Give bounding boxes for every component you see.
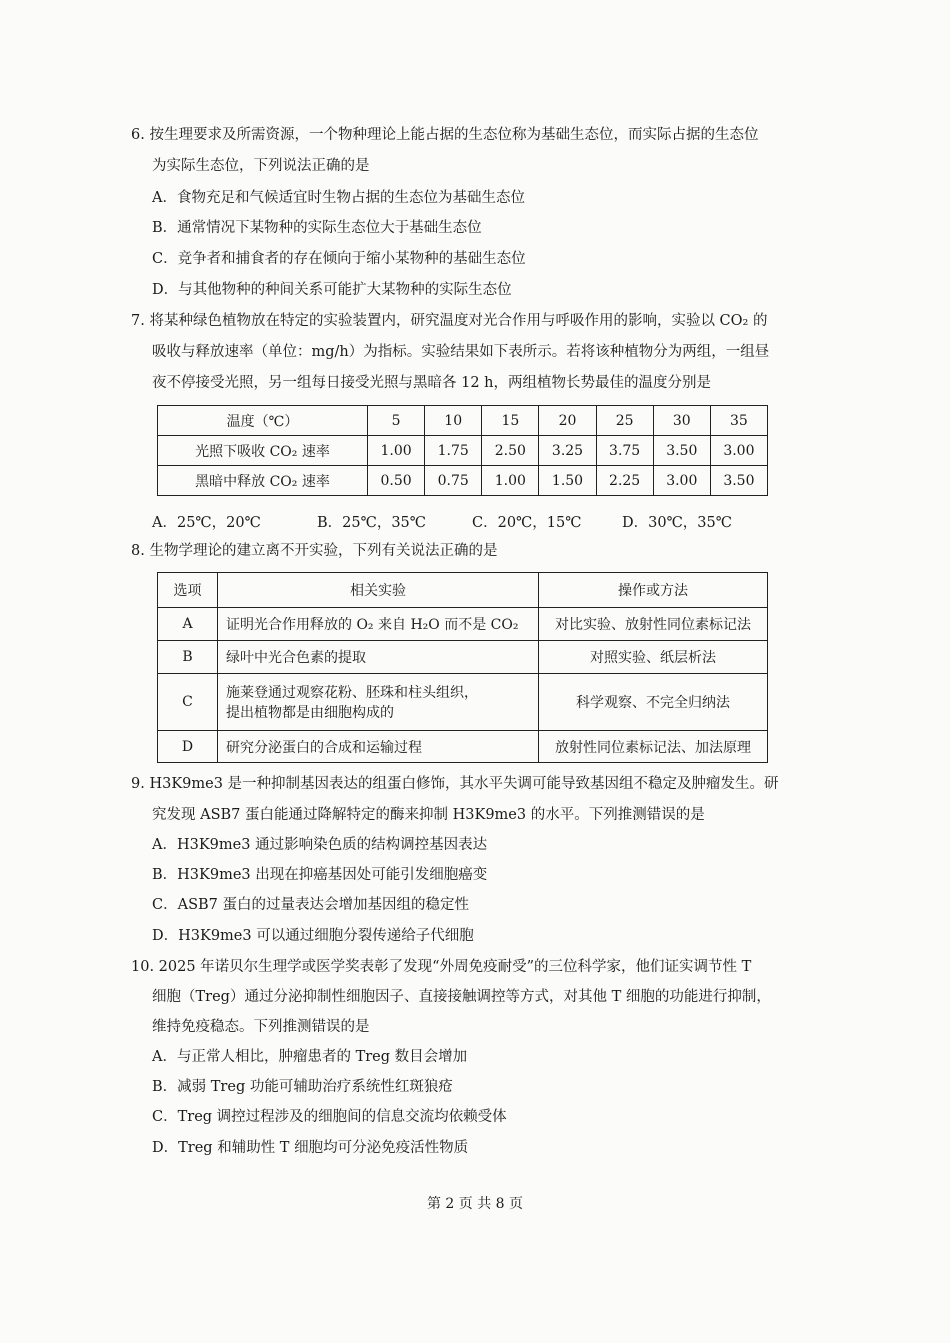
q7-option-c: C．20℃，15℃	[472, 515, 582, 531]
q10-stem-line-3: 维持免疫稳态。下列推测错误的是	[152, 1019, 370, 1035]
table-cell: 3.50	[653, 436, 710, 466]
table-row	[158, 406, 768, 436]
q7-stem-line-1: 7. 将某种绿色植物放在特定的实验装置内，研究温度对光合作用与呼吸作用的影响，实验以 CO₂ 的	[131, 313, 768, 329]
table-cell: 10	[425, 406, 482, 436]
q6-option-d: D．与其他物种的种间关系可能扩大某物种的实际生态位	[152, 282, 512, 298]
q9-option-b: B．H3K9me3 出现在抑癌基因处可能引发细胞癌变	[152, 867, 488, 883]
experiment-line-2: 提出植物都是由细胞构成的	[226, 705, 394, 721]
row-option: B	[158, 641, 218, 674]
row-label: 黑暗中释放 CO₂ 速率	[158, 466, 368, 496]
table-cell: 1.00	[368, 436, 425, 466]
table-cell: 3.25	[539, 436, 596, 466]
q9-option-a: A．H3K9me3 通过影响染色质的结构调控基因表达	[152, 837, 488, 853]
table-row	[158, 466, 768, 496]
table-row	[158, 608, 768, 641]
table-cell: 0.75	[425, 466, 482, 496]
table-cell: 15	[482, 406, 539, 436]
row-method: 放射性同位素标记法、加法原理	[539, 731, 768, 763]
q6-option-a: A．食物充足和气候适宜时生物占据的生态位为基础生态位	[152, 190, 525, 206]
table-cell: 0.50	[368, 466, 425, 496]
table-row	[158, 674, 768, 731]
q7-stem-line-3: 夜不停接受光照，另一组每日接受光照与黑暗各 12 h，两组植物长势最佳的温度分别是	[152, 375, 712, 391]
row-experiment: 研究分泌蛋白的合成和运输过程	[218, 731, 539, 763]
q9-option-d: D．H3K9me3 可以通过细胞分裂传递给子代细胞	[152, 928, 474, 944]
q9-option-c: C．ASB7 蛋白的过量表达会增加基因组的稳定性	[152, 897, 469, 913]
table-cell: 3.00	[653, 466, 710, 496]
q9-stem-line-2: 究发现 ASB7 蛋白能通过降解特定的酶来抑制 H3K9me3 的水平。下列推测错误的是	[152, 807, 705, 823]
q7-option-d: D．30℃，35℃	[622, 515, 732, 531]
table-cell: 35	[710, 406, 767, 436]
row-experiment	[218, 674, 539, 731]
table-cell: 25	[596, 406, 653, 436]
experiment-line-1: 施莱登通过观察花粉、胚珠和柱头组织，	[226, 685, 478, 701]
q7-stem-line-2: 吸收与释放速率（单位：mg/h）为指标。实验结果如下表所示。若将该种植物分为两组，一组昼	[152, 344, 770, 360]
table-cell: 2.25	[596, 466, 653, 496]
q10-option-d: D．Treg 和辅助性 T 细胞均可分泌免疫活性物质	[152, 1140, 469, 1156]
row-option: D	[158, 731, 218, 763]
table-row	[158, 436, 768, 466]
table-cell: 30	[653, 406, 710, 436]
table-cell: 3.75	[596, 436, 653, 466]
q7-option-a: A．25℃，20℃	[152, 515, 261, 531]
q10-stem-line-1: 10. 2025 年诺贝尔生理学或医学奖表彰了发现“外周免疫耐受”的三位科学家，他们证实调节性 T	[131, 959, 752, 975]
table-cell: 5	[368, 406, 425, 436]
q6-option-c: C．竞争者和捕食者的存在倾向于缩小某物种的基础生态位	[152, 251, 526, 267]
header-option: 选项	[158, 573, 218, 608]
q9-stem-line-1: 9. H3K9me3 是一种抑制基因表达的组蛋白修饰，其水平失调可能导致基因组不稳定及肿瘤发生。研	[131, 776, 779, 792]
row-experiment: 绿叶中光合色素的提取	[218, 641, 539, 674]
row-option: A	[158, 608, 218, 641]
header-experiment: 相关实验	[218, 573, 539, 608]
q10-option-c: C．Treg 调控过程涉及的细胞间的信息交流均依赖受体	[152, 1109, 507, 1125]
q10-option-b: B．减弱 Treg 功能可辅助治疗系统性红斑狼疮	[152, 1079, 453, 1095]
table-header-row	[158, 573, 768, 608]
table-cell: 20	[539, 406, 596, 436]
q8-table	[157, 572, 768, 763]
table-cell: 3.00	[710, 436, 767, 466]
table-row	[158, 641, 768, 674]
row-label: 光照下吸收 CO₂ 速率	[158, 436, 368, 466]
q7-option-b: B．25℃，35℃	[317, 515, 426, 531]
page-number: 第 2 页 共 8 页	[426, 1196, 524, 1212]
row-method: 对照实验、纸层析法	[539, 641, 768, 674]
q10-option-a: A．与正常人相比，肿瘤患者的 Treg 数目会增加	[152, 1049, 468, 1065]
q6-stem-line-2: 为实际生态位，下列说法正确的是	[152, 158, 370, 174]
header-method: 操作或方法	[539, 573, 768, 608]
q10-stem-line-2: 细胞（Treg）通过分泌抑制性细胞因子、直接接触调控等方式，对其他 T 细胞的功能进行抑制，	[152, 989, 771, 1005]
row-method: 科学观察、不完全归纳法	[539, 674, 768, 731]
q6-option-b: B．通常情况下某物种的实际生态位大于基础生态位	[152, 220, 482, 236]
table-cell: 3.50	[710, 466, 767, 496]
table-cell: 1.00	[482, 466, 539, 496]
q6-stem-line-1: 6. 按生理要求及所需资源，一个物种理论上能占据的生态位称为基础生态位，而实际占据的生态位	[131, 127, 759, 143]
q7-data-table	[157, 405, 768, 496]
table-cell: 2.50	[482, 436, 539, 466]
table-cell: 1.50	[539, 466, 596, 496]
row-option: C	[158, 674, 218, 731]
table-cell: 1.75	[425, 436, 482, 466]
table-row	[158, 731, 768, 763]
row-experiment: 证明光合作用释放的 O₂ 来自 H₂O 而不是 CO₂	[218, 608, 539, 641]
row-method: 对比实验、放射性同位素标记法	[539, 608, 768, 641]
row-label: 温度（℃）	[158, 406, 368, 436]
q8-stem: 8. 生物学理论的建立离不开实验，下列有关说法正确的是	[131, 543, 498, 559]
